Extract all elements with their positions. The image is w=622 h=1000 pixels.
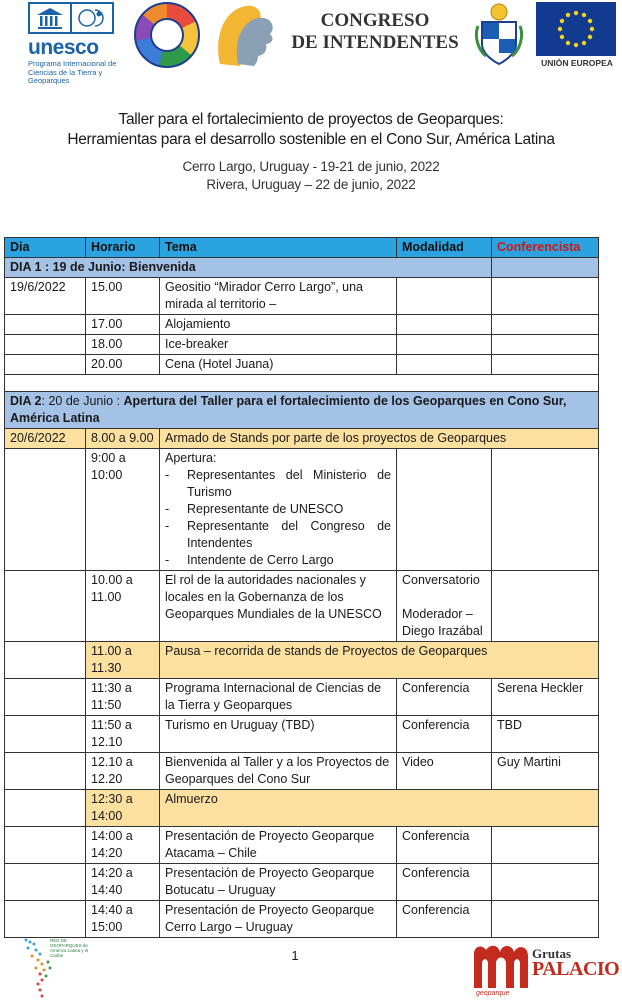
table-row: 11:50 a 12.10 Turismo en Uruguay (TBD) Conferencia TBD [5,716,599,753]
agenda-table [4,237,599,938]
table-row: 20.00 Cena (Hotel Juana) [5,355,599,375]
table-row: 11:30 a 11:50 Programa Internacional de Ciencias de la Tierra y Geoparques Conferencia Serena Heckler [5,679,599,716]
congreso-heads-logo [212,0,284,70]
grutas-columns-icon [472,942,530,990]
list-item: - Intendente de Cerro Largo [165,552,391,569]
day-2-heading-row [5,392,599,429]
list-item: - Representante de UNESCO [165,501,391,518]
grutas-del-palacio-logo: Grutas PALACIO geoparque [472,940,612,998]
unesco-emblem [28,2,114,34]
list-item: - Representantes del Ministerio de Turismo [165,467,391,501]
table-row-rol: 10.00 a 11.00 El rol de la autoridades nacionales y locales en la Gobernanza de los Geoparques Mundiales de la UNESCO Conversatorio Moderador – Diego Irazábal [5,571,599,642]
list-item: - Representante del Congreso de Intendentes [165,518,391,552]
apertura-list [165,467,391,569]
table-spacer-row [5,375,599,392]
apertura-cell: Apertura: - Representantes del Ministerio de Turismo - Representante de UNESCO - Representante del Congreso de Intendentes - Intendente de Cerro Largo [160,449,397,571]
page-number: 1 [291,948,299,963]
unesco-wordmark: unesco [28,36,99,59]
table-row-almuerzo: 12:30 a 14:00 Almuerzo [5,790,599,827]
unesco-program-name: Programa Internacional de Ciencias de la Tierra y Geoparques [28,59,117,85]
eu-label: UNIÓN EUROPEA [541,58,613,68]
day-2-heading: DIA 2: 20 de Junio : Apertura del Taller para el fortalecimiento de los Geoparques en Cono Sur, América Latina [5,392,599,429]
header-horario: Horario [86,238,160,258]
table-header-row [5,238,599,258]
eu-flag-icon [536,2,616,56]
header-tema: Tema [160,238,397,258]
table-row: 12.10 a 12.20 Bienvenida al Taller y a los Proyectos de Geoparques del Cono Sur Video Guy Martini [5,753,599,790]
table-row-apertura: 9:00 a 10:00 Apertura: - Representantes del Ministerio de Turismo - Representante de UNESCO - Representante del Congreso de Intendentes - Intendente de Cerro Largo [5,449,599,571]
day-1-heading-row [5,258,599,278]
table-row: 14:00 a 14:20 Presentación de Proyecto Geoparque Atacama – Chile Conferencia [5,827,599,864]
table-row: 19/6/2022 15.00 Geositio “Mirador Cerro Largo”, una mirada al territorio – [5,278,599,315]
header-dia: Dia [5,238,86,258]
unesco-logo [28,2,120,86]
geoparques-network-logo [134,2,200,68]
document-title: Taller para el fortalecimiento de proyectos de Geoparques: Herramientas para el desarrollo sostenible en el Cono Sur, América Latina [67,111,555,148]
header-conferencista: Conferencista [492,238,599,258]
table-row-stands: 20/6/2022 8.00 a 9.00 Armado de Stands por parte de los proyectos de Geoparques [5,429,599,449]
table-row: 17.00 Alojamiento [5,315,599,335]
geoparques-network-label: RED DE GEOPARQUES de América Latina y el Caribe [50,938,89,958]
congreso-de-intendentes-title: CONGRESO DE INTENDENTES [291,10,459,53]
header-modalidad: Modalidad [397,238,492,258]
table-row: 14:40 a 15:00 Presentación de Proyecto Geoparque Cerro Largo – Uruguay Conferencia [5,901,599,938]
event-locations: Cerro Largo, Uruguay - 19-21 de junio, 2022 Rivera, Uruguay – 22 de junio, 2022 [182,159,440,192]
table-row: 18.00 Ice-breaker [5,335,599,355]
coat-of-arms-icon [474,2,524,66]
table-row-pausa: 11.00 a 11.30 Pausa – recorrida de stands de Proyectos de Geoparques [5,642,599,679]
table-row: 14:20 a 14:40 Presentación de Proyecto Geoparque Botucatu – Uruguay Conferencia [5,864,599,901]
day-1-heading: DIA 1 : 19 de Junio: Bienvenida [5,258,492,278]
